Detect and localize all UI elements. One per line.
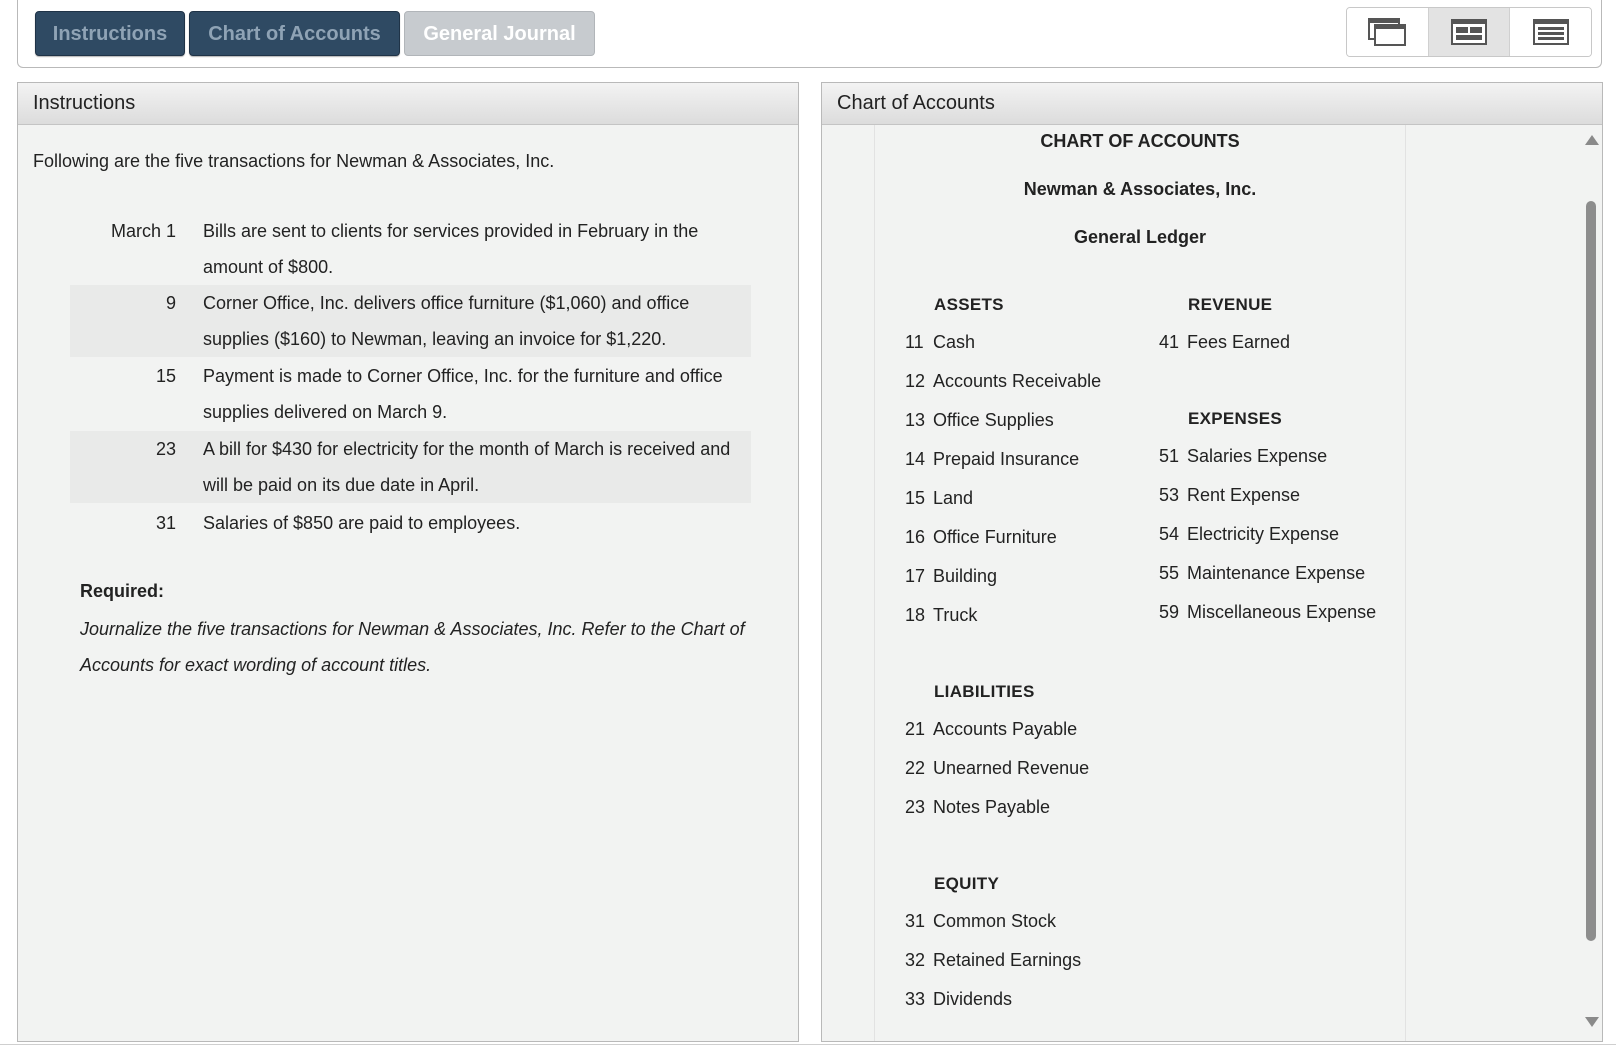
chart-body (822, 125, 1602, 1041)
account-item: 17 Building (905, 566, 998, 586)
account-item: 55 Maintenance Expense (1159, 563, 1366, 583)
list-view-icon (1532, 18, 1570, 46)
split-layout-button[interactable] (1429, 8, 1511, 56)
instructions-panel (17, 82, 799, 1042)
chart-scrollbar[interactable] (1580, 125, 1602, 1041)
account-item: 18 Truck (905, 605, 978, 625)
tab-instructions[interactable]: Instructions (35, 11, 185, 56)
list-layout-button[interactable] (1510, 8, 1591, 56)
required-text: Journalize the five transactions for Newman & Associates, Inc. Refer to the Chart of Accounts for exact wording of account titles. (80, 619, 745, 675)
account-item: 31 Common Stock (905, 911, 1057, 931)
scroll-down-arrow-icon[interactable] (1585, 1017, 1599, 1027)
company-name: Newman & Associates, Inc. (1023, 179, 1257, 199)
transaction-date: 15 (155, 366, 176, 386)
account-item: 54 Electricity Expense (1159, 524, 1340, 544)
revenue-heading: REVENUE (1188, 295, 1273, 314)
account-item: 51 Salaries Expense (1159, 446, 1328, 466)
transaction-description: Bills are sent to clients for services provided in February in the amount of $800. (203, 221, 699, 277)
account-item: 33 Dividends (905, 989, 1013, 1009)
transaction-date: 23 (155, 439, 176, 459)
tab-chart-of-accounts[interactable]: Chart of Accounts (189, 11, 400, 56)
account-item: 13 Office Supplies (905, 410, 1054, 430)
split-view-icon (1450, 18, 1488, 46)
transaction-row (70, 213, 751, 285)
transaction-row (70, 505, 751, 541)
transaction-row (70, 431, 751, 503)
transaction-row (70, 285, 751, 357)
instructions-body (18, 125, 798, 1041)
equity-heading: EQUITY (934, 874, 1000, 893)
transaction-date: March 1 (110, 221, 176, 241)
tab-general-journal[interactable]: General Journal (404, 11, 595, 56)
liabilities-heading: LIABILITIES (934, 682, 1035, 701)
chart-content (874, 125, 1406, 1041)
transaction-row (70, 358, 751, 430)
account-item: 21 Accounts Payable (905, 719, 1078, 739)
assets-heading: ASSETS (934, 295, 1004, 314)
account-item: 16 Office Furniture (905, 527, 1057, 547)
account-item: 32 Retained Earnings (905, 950, 1082, 970)
scroll-thumb[interactable] (1586, 201, 1596, 941)
account-item: 23 Notes Payable (905, 797, 1051, 817)
transaction-description: Payment is made to Corner Office, Inc. for the furniture and office supplies delivered on March 9. (203, 366, 723, 422)
transaction-description: Corner Office, Inc. delivers office furniture ($1,060) and office supplies ($160) to Newman, leaving an invoice for $1,220. (203, 293, 690, 349)
account-item: 12 Accounts Receivable (905, 371, 1102, 391)
transaction-description: A bill for $430 for electricity for the month of March is received and will be paid on its due date in April. (203, 439, 731, 495)
ledger-title: General Ledger (1073, 227, 1207, 247)
account-item: 15 Land (905, 488, 974, 508)
transaction-description: Salaries of $850 are paid to employees. (203, 513, 521, 533)
transaction-date: 9 (165, 293, 176, 313)
single-window-layout-button[interactable] (1347, 8, 1429, 56)
account-item: 14 Prepaid Insurance (905, 449, 1080, 469)
required-label: Required: (80, 581, 165, 601)
top-toolbar (17, 0, 1602, 68)
instructions-panel-header: Instructions (18, 83, 798, 125)
chart-panel-header: Chart of Accounts (822, 83, 1602, 125)
scroll-up-arrow-icon[interactable] (1585, 135, 1599, 145)
chart-title: CHART OF ACCOUNTS (1040, 131, 1240, 151)
account-item: 59 Miscellaneous Expense (1159, 602, 1377, 622)
account-item: 53 Rent Expense (1159, 485, 1301, 505)
account-item: 11 Cash (905, 332, 976, 352)
account-item: 41 Fees Earned (1159, 332, 1291, 352)
chart-of-accounts-panel (821, 82, 1603, 1042)
expenses-heading: EXPENSES (1188, 409, 1283, 428)
layout-toggle-group (1346, 7, 1592, 57)
account-item: 22 Unearned Revenue (905, 758, 1090, 778)
instructions-intro: Following are the five transactions for Newman & Associates, Inc. (33, 151, 555, 171)
window-icon (1368, 18, 1406, 46)
bottom-divider (0, 1044, 1616, 1058)
transaction-date: 31 (155, 513, 176, 533)
